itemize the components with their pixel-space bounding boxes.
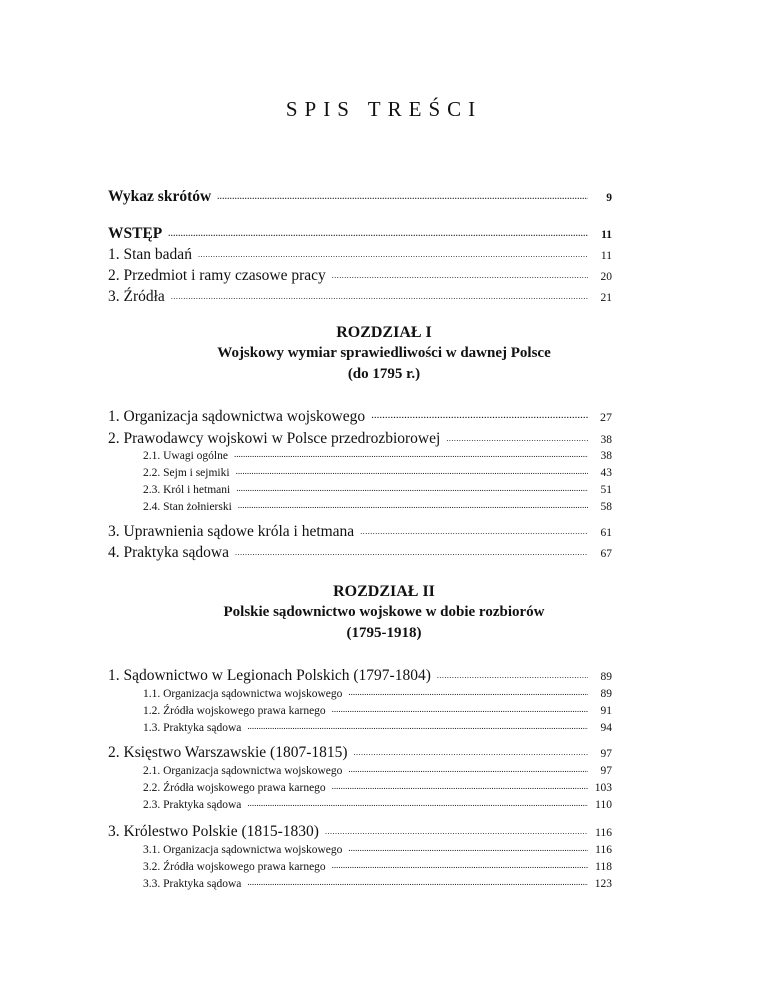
entry-label: 2.2. Sejm i sejmiki <box>143 466 230 479</box>
toc-subentry[interactable] <box>143 779 612 794</box>
dot-leader <box>247 875 588 887</box>
entry-page: 11 <box>600 249 612 262</box>
dot-leader <box>247 719 588 731</box>
dot-leader <box>332 264 588 280</box>
entry-label: 3.2. Źródła wojskowego prawa karnego <box>143 860 326 873</box>
entry-page: 116 <box>595 843 612 856</box>
chapter-number: ROZDZIAŁ I <box>336 324 432 341</box>
toc-entry[interactable] <box>108 427 612 448</box>
entry-label: 2.1. Organizacja sądownictwa wojskowego <box>143 764 343 777</box>
entry-label: 1.3. Praktyka sądowa <box>143 721 242 734</box>
entry-page: 27 <box>600 409 612 424</box>
dot-leader <box>437 664 588 680</box>
toc-entry[interactable] <box>108 741 612 762</box>
toc-subentry[interactable] <box>143 762 612 777</box>
toc-entry[interactable] <box>108 664 612 685</box>
entry-page: 94 <box>600 721 612 734</box>
entry-page: 97 <box>600 764 612 777</box>
entry-label: 1. Stan badań <box>108 245 192 263</box>
toc-subentry[interactable] <box>143 498 612 513</box>
dot-leader <box>171 285 588 301</box>
entry-page: 9 <box>606 191 612 204</box>
entry-page: 116 <box>595 826 612 839</box>
chapter-1-heading <box>0 322 768 385</box>
entry-label: 2. Księstwo Warszawskie (1807-1815) <box>108 743 348 761</box>
entry-page: 38 <box>600 433 612 446</box>
toc-subentry[interactable] <box>143 841 612 856</box>
entry-label: 2.3. Król i hetmani <box>143 483 231 496</box>
toc-entry[interactable] <box>108 520 612 541</box>
entry-page: 21 <box>600 291 612 304</box>
entry-page: 110 <box>595 798 612 811</box>
entry-page: 123 <box>594 877 612 890</box>
entry-label: 3.1. Organizacja sądownictwa wojskowego <box>143 843 343 856</box>
entry-page: 43 <box>600 466 612 479</box>
dot-leader <box>168 222 588 238</box>
toc-entry-sources[interactable] <box>108 285 612 306</box>
toc-entry-research-state[interactable] <box>108 243 612 264</box>
toc-entry[interactable] <box>108 820 612 841</box>
toc-subentry[interactable] <box>143 447 612 462</box>
chapter-title: Polskie sądownictwo wojskowe w dobie rozbiorów <box>223 604 545 620</box>
entry-page: 89 <box>600 687 612 700</box>
entry-label: WSTĘP <box>108 224 163 242</box>
dot-leader <box>332 779 588 791</box>
entry-label: 2.4. Stan żołnierski <box>143 500 232 513</box>
entry-label: 1.2. Źródła wojskowego prawa karnego <box>143 704 326 717</box>
dot-leader <box>247 796 588 808</box>
entry-page: 20 <box>600 270 612 283</box>
dot-leader <box>348 762 588 774</box>
toc-subentry[interactable] <box>143 464 612 479</box>
entry-label: 3. Królestwo Polskie (1815-1830) <box>108 822 319 840</box>
entry-page: 51 <box>600 483 612 496</box>
dot-leader <box>198 243 588 259</box>
entry-label: 2.1. Uwagi ogólne <box>143 449 228 462</box>
dot-leader <box>360 520 588 536</box>
entry-page: 67 <box>600 547 612 560</box>
entry-page: 11 <box>601 228 612 241</box>
entry-label: 1. Organizacja sądownictwa wojskowego <box>108 407 366 425</box>
toc-entry-introduction[interactable] <box>108 222 612 243</box>
dot-leader <box>217 185 588 201</box>
dot-leader <box>236 464 588 476</box>
entry-label: 3. Uprawnienia sądowe króla i hetmana <box>108 522 355 540</box>
entry-label: 1. Sądownictwo w Legionach Polskich (1797-1804) <box>108 666 431 684</box>
entry-page: 89 <box>600 670 612 683</box>
entry-page: 103 <box>594 781 612 794</box>
entry-page: 38 <box>600 449 612 462</box>
entry-page: 61 <box>600 526 612 539</box>
entry-label: 3.3. Praktyka sądowa <box>143 877 242 890</box>
chapter-number: ROZDZIAŁ II <box>333 583 435 600</box>
dot-leader <box>238 498 588 510</box>
entry-label: 4. Praktyka sądowa <box>108 543 229 561</box>
entry-label: 1.1. Organizacja sądownictwa wojskowego <box>143 687 343 700</box>
entry-label: 2.3. Praktyka sądowa <box>143 798 242 811</box>
page-title: SPIS TREŚCI <box>285 97 483 121</box>
toc-entry-subject[interactable] <box>108 264 612 285</box>
dot-leader <box>234 447 588 459</box>
chapter-2-heading <box>0 581 768 644</box>
toc-subentry[interactable] <box>143 875 612 890</box>
dot-leader <box>348 841 588 853</box>
entry-page: 118 <box>595 860 612 873</box>
chapter-title-dates: (do 1795 r.) <box>347 366 421 382</box>
entry-page: 97 <box>600 747 612 760</box>
entry-label: 2.2. Źródła wojskowego prawa karnego <box>143 781 326 794</box>
entry-page: 58 <box>600 500 612 513</box>
entry-label: 2. Prawodawcy wojskowi w Polsce przedrozbiorowej <box>108 429 441 447</box>
toc-entry-abbreviations[interactable] <box>108 185 612 206</box>
toc-subentry[interactable] <box>143 719 612 734</box>
entry-label: Wykaz skrótów <box>108 187 212 205</box>
dot-leader <box>332 858 588 870</box>
entry-label: 3. Źródła <box>108 287 165 305</box>
toc-subentry[interactable] <box>143 796 612 811</box>
toc-subentry[interactable] <box>143 858 612 873</box>
dot-leader <box>446 427 588 443</box>
dot-leader <box>348 685 588 697</box>
toc-subentry[interactable] <box>143 481 612 496</box>
dot-leader <box>325 820 588 836</box>
toc-entry[interactable] <box>108 405 612 426</box>
entry-page: 91 <box>600 704 612 717</box>
dot-leader <box>332 702 588 714</box>
dot-leader <box>371 405 588 421</box>
entry-label: 2. Przedmiot i ramy czasowe pracy <box>108 266 326 284</box>
dot-leader <box>354 741 588 757</box>
dot-leader <box>235 541 588 557</box>
toc-entry[interactable] <box>108 541 612 562</box>
chapter-title-dates: (1795-1918) <box>346 625 422 641</box>
dot-leader <box>236 481 588 493</box>
toc-subentry[interactable] <box>143 702 612 717</box>
toc-subentry[interactable] <box>143 685 612 700</box>
chapter-title: Wojskowy wymiar sprawiedliwości w dawnej Polsce <box>217 345 551 361</box>
